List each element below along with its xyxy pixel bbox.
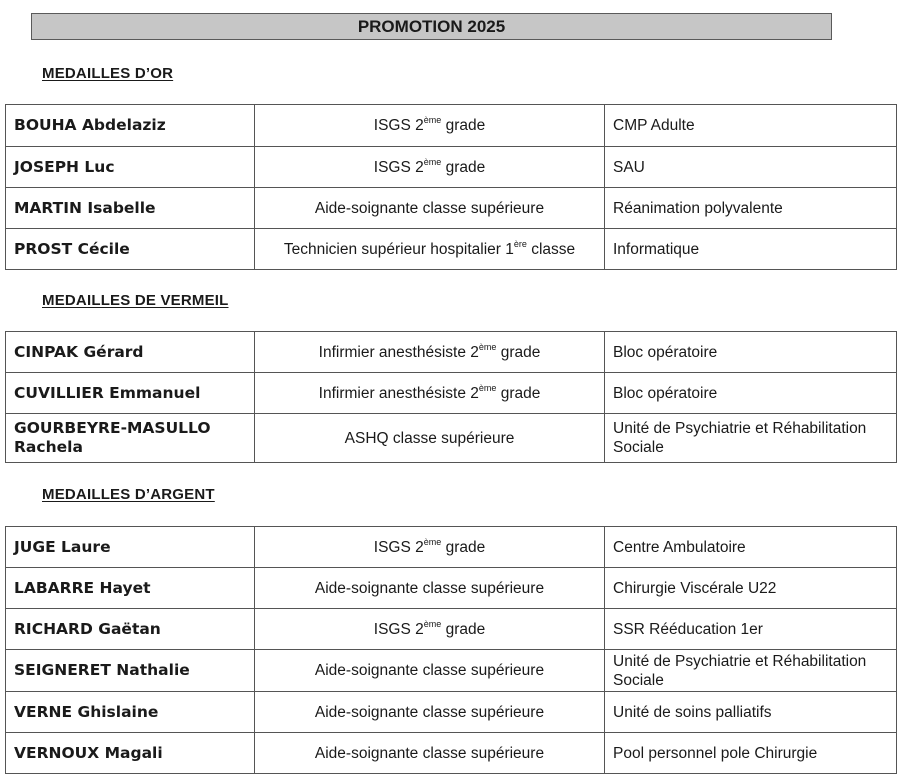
grade-text: Aide-soignante classe supérieure xyxy=(314,703,545,721)
table-row xyxy=(6,229,897,270)
table-row xyxy=(6,733,897,774)
name-cell: MARTIN Isabelle xyxy=(6,188,255,229)
grade-suffix: grade xyxy=(441,158,486,176)
service-cell: Unité de soins palliatifs xyxy=(605,692,897,733)
medal-table-or xyxy=(5,104,897,270)
table-row xyxy=(6,188,897,229)
service-cell: SSR Rééducation 1er xyxy=(605,609,897,650)
medal-table-argent xyxy=(5,526,897,774)
grade-superscript: ème xyxy=(423,156,442,167)
grade-cell xyxy=(255,650,605,692)
service-cell: Unité de Psychiatrie et Réhabilitation Sociale xyxy=(605,650,897,692)
table-row xyxy=(6,373,897,414)
grade-cell xyxy=(255,188,605,229)
grade-text: ISGS 2 xyxy=(373,158,424,176)
section-heading-vermeil: MEDAILLES DE VERMEIL xyxy=(42,292,229,309)
grade-text: Aide-soignante classe supérieure xyxy=(314,744,545,762)
grade-text: ASHQ classe supérieure xyxy=(344,429,515,447)
service-cell: Centre Ambulatoire xyxy=(605,527,897,568)
grade-superscript: ème xyxy=(478,382,497,393)
grade-suffix: grade xyxy=(496,384,541,402)
service-cell: Unité de Psychiatrie et Réhabilitation Sociale xyxy=(605,414,897,463)
table-row xyxy=(6,692,897,733)
grade-superscript: ème xyxy=(423,618,442,629)
name-cell: SEIGNERET Nathalie xyxy=(6,650,255,692)
grade-suffix: grade xyxy=(441,620,486,638)
table-row xyxy=(6,609,897,650)
grade-suffix: grade xyxy=(496,343,541,361)
table-row xyxy=(6,414,897,463)
grade-text: Infirmier anesthésiste 2 xyxy=(318,384,479,402)
table-row xyxy=(6,568,897,609)
grade-cell xyxy=(255,733,605,774)
name-cell: GOURBEYRE-MASULLO Rachela xyxy=(6,414,255,463)
grade-cell xyxy=(255,527,605,568)
table-row xyxy=(6,332,897,373)
grade-cell xyxy=(255,229,605,270)
grade-text: ISGS 2 xyxy=(373,620,424,638)
name-cell: JUGE Laure xyxy=(6,527,255,568)
grade-suffix: grade xyxy=(441,117,486,134)
table-row xyxy=(6,650,897,692)
grade-cell xyxy=(255,609,605,650)
grade-suffix: classe xyxy=(526,240,576,258)
service-cell: SAU xyxy=(605,147,897,188)
grade-suffix: grade xyxy=(441,538,486,556)
grade-text: Infirmier anesthésiste 2 xyxy=(318,343,479,361)
grade-superscript: ème xyxy=(423,536,442,547)
grade-superscript: ère xyxy=(513,238,527,249)
grade-superscript: ème xyxy=(478,341,497,352)
grade-cell xyxy=(255,105,605,147)
table-row xyxy=(6,147,897,188)
page-title: PROMOTION 2025 xyxy=(31,13,832,40)
service-cell: CMP Adulte xyxy=(605,105,897,147)
grade-text: Technicien supérieur hospitalier 1 xyxy=(283,240,514,258)
service-cell: Pool personnel pole Chirurgie xyxy=(605,733,897,774)
medal-table-vermeil xyxy=(5,331,897,463)
name-cell: CINPAK Gérard xyxy=(6,332,255,373)
grade-text: Aide-soignante classe supérieure xyxy=(314,662,545,679)
grade-cell xyxy=(255,373,605,414)
grade-text: Aide-soignante classe supérieure xyxy=(314,579,545,597)
table-row xyxy=(6,527,897,568)
grade-cell xyxy=(255,414,605,463)
name-cell: VERNE Ghislaine xyxy=(6,692,255,733)
service-cell: Réanimation polyvalente xyxy=(605,188,897,229)
grade-text: Aide-soignante classe supérieure xyxy=(314,199,545,217)
service-cell: Chirurgie Viscérale U22 xyxy=(605,568,897,609)
service-cell: Informatique xyxy=(605,229,897,270)
name-cell: LABARRE Hayet xyxy=(6,568,255,609)
grade-text: ISGS 2 xyxy=(373,117,424,134)
name-cell: RICHARD Gaëtan xyxy=(6,609,255,650)
name-cell: BOUHA Abdelaziz xyxy=(6,105,255,147)
grade-cell xyxy=(255,147,605,188)
grade-cell xyxy=(255,332,605,373)
grade-cell xyxy=(255,568,605,609)
grade-cell xyxy=(255,692,605,733)
service-cell: Bloc opératoire xyxy=(605,373,897,414)
name-cell: VERNOUX Magali xyxy=(6,733,255,774)
name-cell: JOSEPH Luc xyxy=(6,147,255,188)
table-row xyxy=(6,105,897,147)
service-cell: Bloc opératoire xyxy=(605,332,897,373)
grade-text: ISGS 2 xyxy=(373,538,424,556)
name-cell: PROST Cécile xyxy=(6,229,255,270)
name-cell: CUVILLIER Emmanuel xyxy=(6,373,255,414)
section-heading-argent: MEDAILLES D’ARGENT xyxy=(42,486,215,503)
section-heading-or: MEDAILLES D’OR xyxy=(42,65,174,82)
grade-superscript: ème xyxy=(423,115,442,125)
